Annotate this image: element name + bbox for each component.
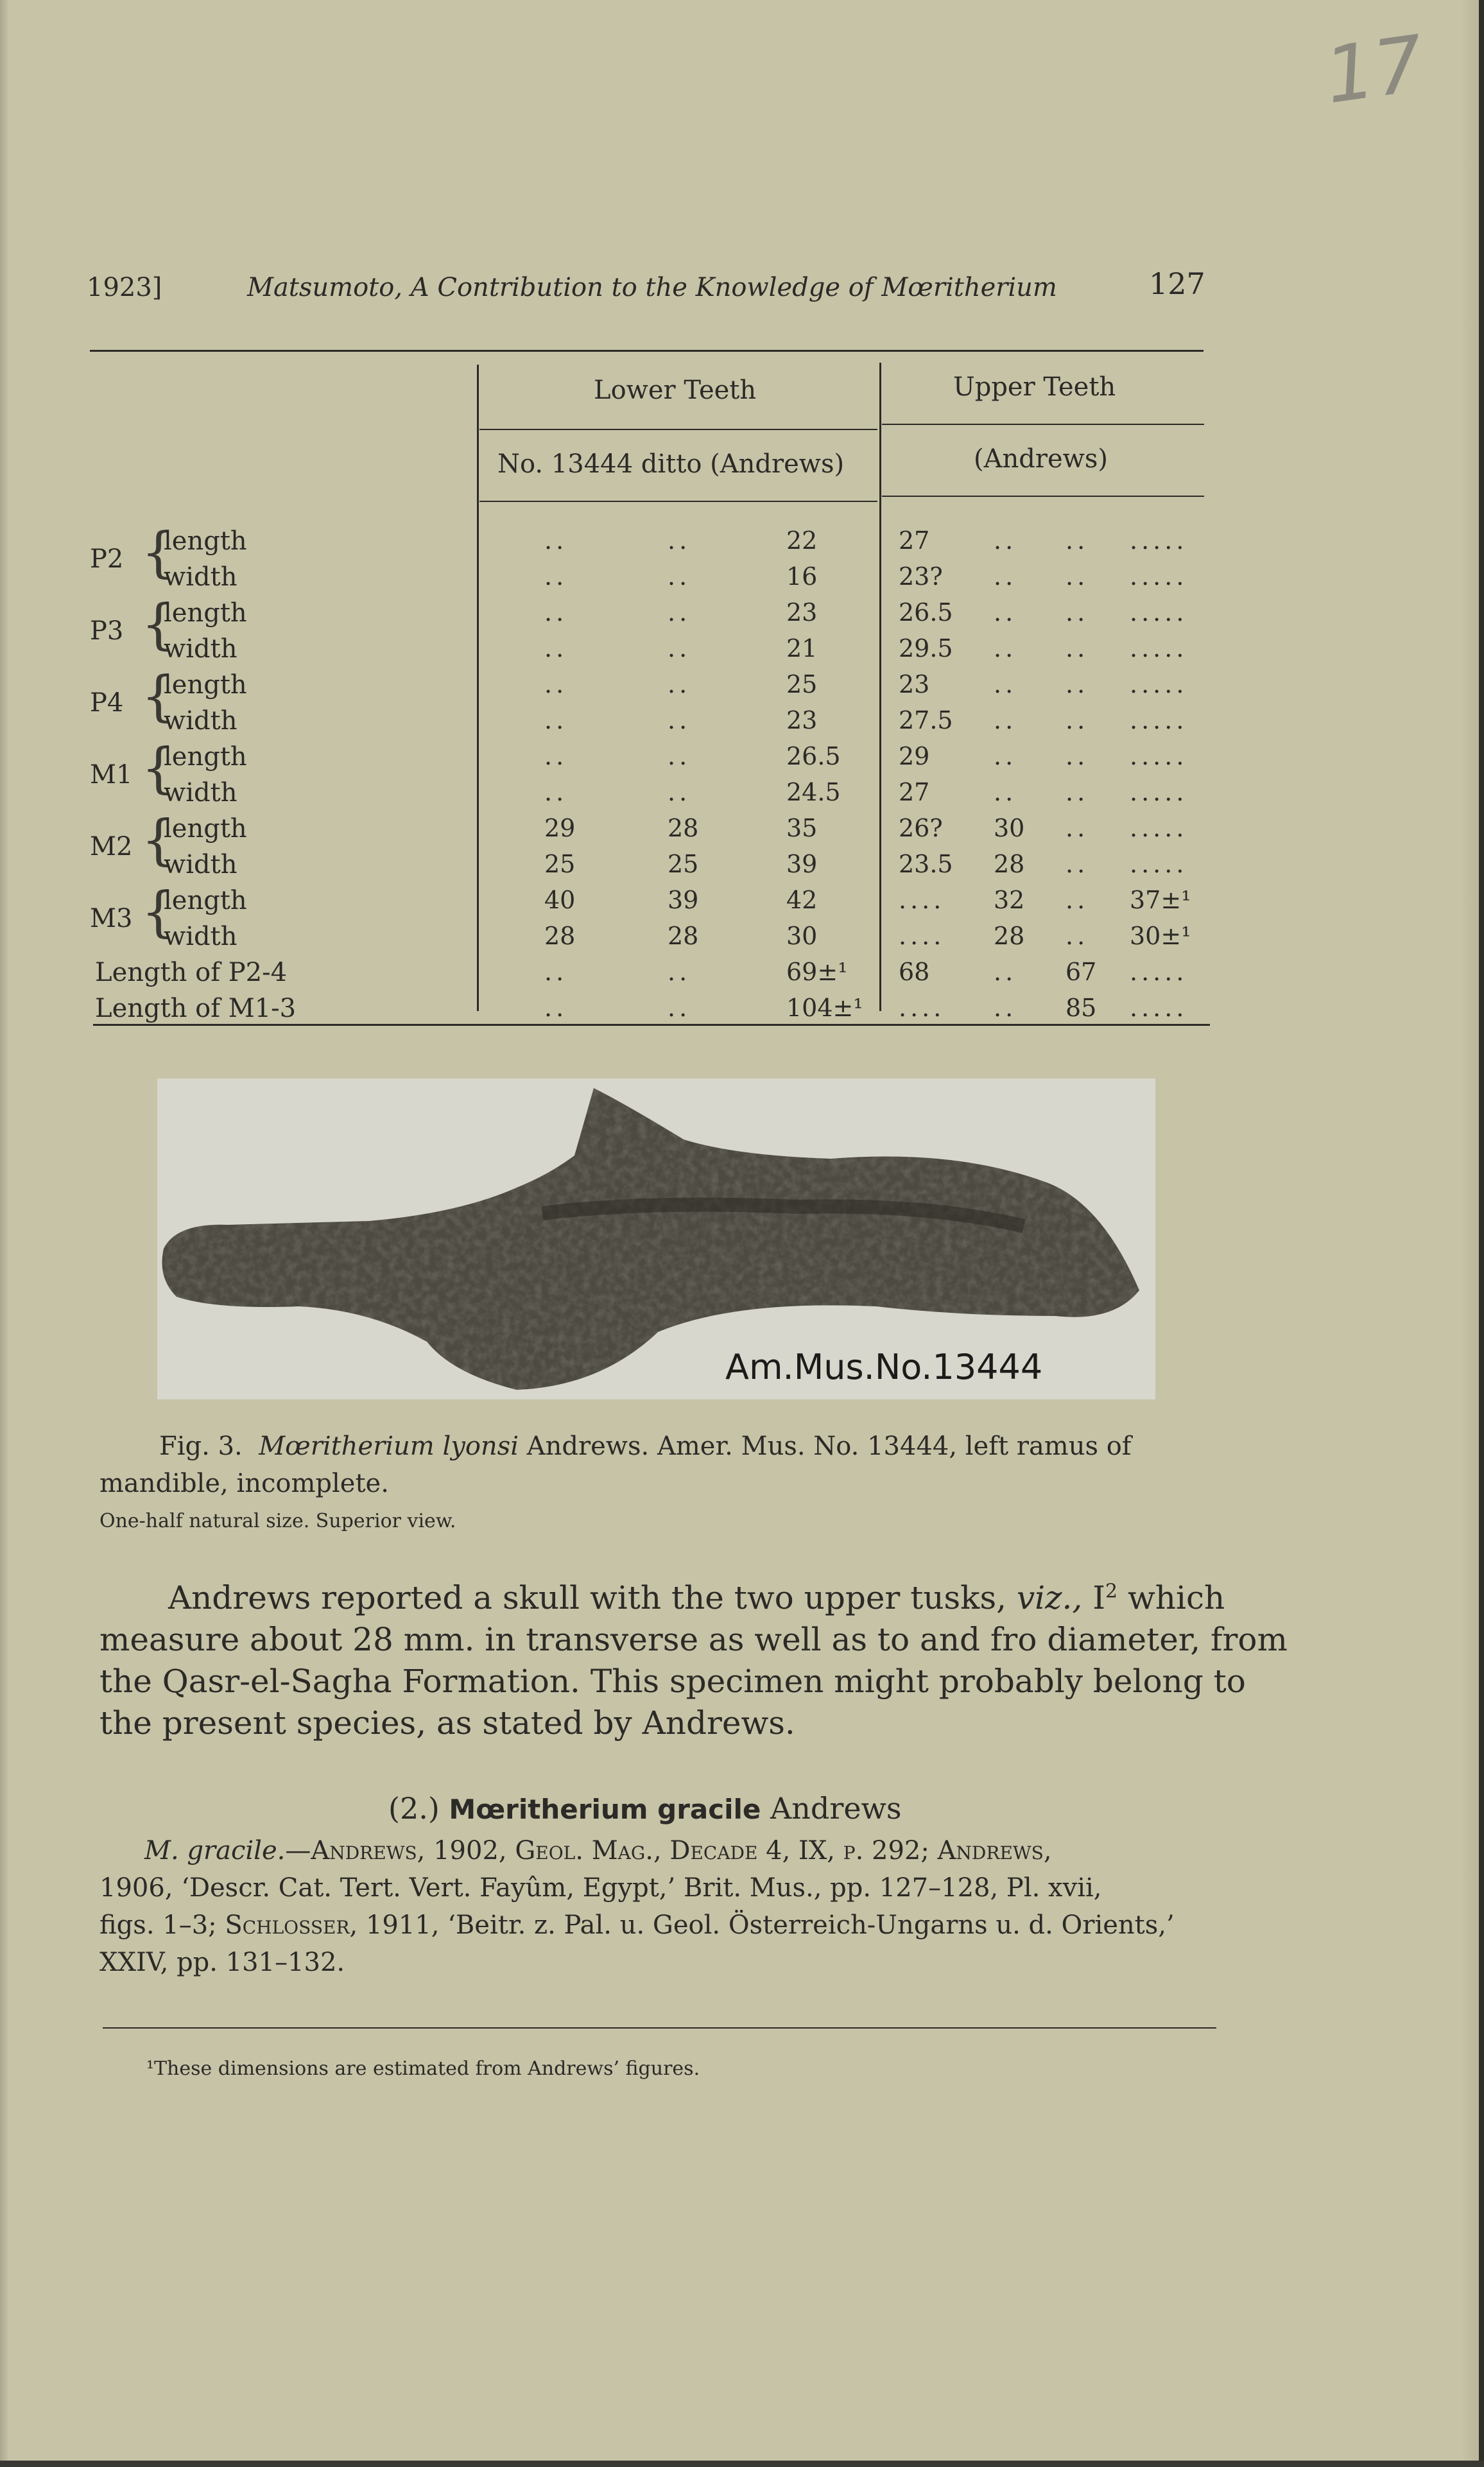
lower-cell: .. bbox=[668, 598, 691, 627]
upper-cell: 23.5 bbox=[899, 850, 953, 878]
body-line-4: the present species, as stated by Andrews. bbox=[99, 1704, 795, 1742]
upper-cell: .. bbox=[994, 706, 1017, 734]
section-number: (2.) bbox=[388, 1791, 440, 1826]
upper-cell: .. bbox=[994, 670, 1017, 698]
body-line-1-text: Andrews reported a skull with the two upper tusks, bbox=[168, 1579, 1007, 1616]
caption-number: Fig. 3. bbox=[159, 1432, 243, 1461]
row-label: length bbox=[164, 670, 247, 700]
page-number: 127 bbox=[1149, 266, 1205, 301]
lower-cell: .. bbox=[544, 562, 568, 591]
ref-line-1-text: —Andrews, 1902, Geol. Mag., Decade 4, IX, p. 292; bbox=[285, 1836, 929, 1865]
photo-label: Am.Mus.No.13444 bbox=[725, 1347, 1043, 1387]
upper-cell: ..... bbox=[1130, 994, 1188, 1022]
page-shade-right bbox=[1461, 0, 1479, 2467]
footnote: ¹These dimensions are estimated from Andrews’ figures. bbox=[146, 2057, 700, 2080]
upper-cell: .. bbox=[994, 958, 1017, 986]
lower-cell: .. bbox=[544, 670, 568, 698]
header-lower-teeth: Lower Teeth bbox=[594, 376, 757, 405]
lower-cell: 39 bbox=[786, 850, 818, 878]
lower-cell: .. bbox=[668, 526, 691, 555]
lower-cell: 24.5 bbox=[786, 778, 841, 806]
lower-cell: .. bbox=[544, 958, 568, 986]
upper-cell: .. bbox=[1066, 850, 1089, 878]
header-upper-teeth: Upper Teeth bbox=[953, 372, 1116, 402]
lower-cell: 28 bbox=[544, 922, 576, 950]
table-vrule-mid bbox=[879, 363, 881, 1011]
upper-cell: .. bbox=[1066, 922, 1089, 950]
table-vrule-left bbox=[477, 365, 479, 1011]
upper-cell: .. bbox=[1066, 814, 1089, 842]
caption-text: Andrews. Amer. Mus. No. 13444, left ramus of bbox=[526, 1432, 1132, 1461]
row-label: width bbox=[164, 850, 237, 879]
upper-cell: .. bbox=[1066, 742, 1089, 770]
lower-cell: 29 bbox=[544, 814, 576, 842]
lower-cell: .. bbox=[544, 994, 568, 1022]
tooth-label-p3: P3 bbox=[90, 616, 124, 646]
pen-mark: 17 bbox=[1320, 19, 1429, 121]
lower-cell: 22 bbox=[786, 526, 818, 555]
lower-cell: .. bbox=[668, 634, 691, 662]
subheader-upper: (Andrews) bbox=[974, 444, 1109, 474]
lower-cell: .. bbox=[544, 526, 568, 555]
lower-cell: 39 bbox=[668, 886, 699, 914]
lower-cell: 21 bbox=[786, 634, 818, 662]
lower-cell: 35 bbox=[786, 814, 818, 842]
upper-cell: 67 bbox=[1066, 958, 1097, 986]
upper-cell: 28 bbox=[994, 850, 1025, 878]
lower-header-rule bbox=[479, 429, 877, 430]
caption-small: One-half natural size. Superior view. bbox=[99, 1510, 456, 1532]
body-line-3: the Qasr-el-Sagha Formation. This specimen might probably belong to bbox=[99, 1663, 1246, 1700]
lower-cell: .. bbox=[668, 670, 691, 698]
running-title: Matsumoto, A Contribution to the Knowledge of Mœritherium bbox=[247, 273, 1057, 302]
upper-cell: 30 bbox=[994, 814, 1025, 842]
ref-taxon: M. gracile. bbox=[144, 1836, 286, 1865]
upper-cell: 27.5 bbox=[899, 706, 953, 734]
upper-header-rule bbox=[882, 424, 1204, 425]
lower-cell: 69±¹ bbox=[786, 958, 848, 986]
upper-cell: ..... bbox=[1130, 634, 1188, 662]
row-label: Length of P2-4 bbox=[95, 958, 288, 987]
section-taxon: Mœritherium gracile bbox=[449, 1794, 761, 1825]
lower-cell: .. bbox=[668, 742, 691, 770]
tooth-label-m2: M2 bbox=[90, 832, 133, 861]
upper-cell: 23? bbox=[899, 562, 943, 591]
upper-cell: ..... bbox=[1130, 670, 1188, 698]
body-line-2: measure about 28 mm. in transverse as well as to and fro diameter, from bbox=[99, 1621, 1288, 1658]
upper-cell: 27 bbox=[899, 526, 930, 555]
ref-line-3 bbox=[99, 1910, 1175, 1940]
body-tooth: I bbox=[1092, 1579, 1105, 1616]
upper-cell: .... bbox=[899, 994, 945, 1022]
specimen-photo bbox=[157, 1078, 1155, 1399]
lower-cell: 25 bbox=[668, 850, 699, 878]
lower-cell: 42 bbox=[786, 886, 818, 914]
lower-cell: .. bbox=[544, 634, 568, 662]
ref-author-2: Andrews, bbox=[937, 1836, 1052, 1865]
upper-cell: .. bbox=[1066, 706, 1089, 734]
upper-cell: .. bbox=[1066, 562, 1089, 591]
upper-cell: ..... bbox=[1130, 742, 1188, 770]
row-label: width bbox=[164, 778, 237, 808]
upper-cell: 23 bbox=[899, 670, 930, 698]
lower-subheader-rule bbox=[479, 501, 877, 502]
upper-cell: ..... bbox=[1130, 598, 1188, 627]
caption-line-2: mandible, incomplete. bbox=[99, 1469, 389, 1498]
upper-cell: 68 bbox=[899, 958, 930, 986]
tooth-label-p2: P2 bbox=[90, 544, 124, 574]
upper-subheader-rule bbox=[882, 496, 1204, 497]
lower-cell: 23 bbox=[786, 706, 818, 734]
upper-cell: 29 bbox=[899, 742, 930, 770]
upper-cell: ..... bbox=[1130, 562, 1188, 591]
brace-p3: { bbox=[141, 593, 176, 655]
row-label: length bbox=[164, 598, 247, 628]
brace-p4: { bbox=[141, 664, 176, 727]
body-line-1-end: which bbox=[1127, 1579, 1225, 1616]
row-label: width bbox=[164, 706, 237, 736]
lower-cell: .. bbox=[544, 598, 568, 627]
page-edge-right bbox=[1479, 0, 1484, 2467]
upper-cell: 27 bbox=[899, 778, 930, 806]
lower-cell: .. bbox=[544, 742, 568, 770]
subheader-lower: No. 13444 ditto (Andrews) bbox=[497, 449, 845, 479]
upper-cell: .. bbox=[1066, 598, 1089, 627]
header-year: 1923] bbox=[87, 273, 162, 302]
table-bottom-rule bbox=[93, 1024, 1210, 1026]
upper-cell: .. bbox=[1066, 778, 1089, 806]
ref-line-3-text: 1911, ‘Beitr. z. Pal. u. Geol. Österreich-Ungarns u. d. Orients,’ bbox=[365, 1910, 1175, 1940]
upper-cell: .. bbox=[994, 598, 1017, 627]
row-label: Length of M1-3 bbox=[95, 994, 297, 1023]
lower-cell: .. bbox=[668, 562, 691, 591]
upper-cell: .. bbox=[994, 994, 1017, 1022]
row-label: width bbox=[164, 562, 237, 592]
ref-line-4: XXIV, pp. 131–132. bbox=[99, 1948, 345, 1977]
ref-line-2-text: 1906, ‘Descr. Cat. Tert. Vert. Fayûm, Egypt,’ Brit. Mus., pp. 127–128, Pl. xvii, bbox=[99, 1873, 1102, 1903]
upper-cell: 30±¹ bbox=[1130, 922, 1191, 950]
tooth-label-m3: M3 bbox=[90, 904, 133, 933]
section-heading bbox=[388, 1791, 902, 1826]
upper-cell: .... bbox=[899, 922, 945, 950]
upper-cell: .. bbox=[1066, 670, 1089, 698]
lower-cell: .. bbox=[544, 778, 568, 806]
upper-cell: .. bbox=[994, 562, 1017, 591]
row-label: length bbox=[164, 526, 247, 556]
upper-cell: .. bbox=[1066, 526, 1089, 555]
upper-cell: .. bbox=[994, 526, 1017, 555]
tooth-label-p4: P4 bbox=[90, 688, 124, 718]
lower-cell: 16 bbox=[786, 562, 818, 591]
upper-cell: 37±¹ bbox=[1130, 886, 1191, 914]
upper-cell: .. bbox=[1066, 886, 1089, 914]
brace-m2: { bbox=[141, 808, 176, 871]
upper-cell: ..... bbox=[1130, 958, 1188, 986]
lower-cell: .. bbox=[544, 706, 568, 734]
page-edge-left bbox=[0, 0, 9, 2467]
footnote-rule bbox=[103, 2027, 1216, 2029]
row-label: length bbox=[164, 814, 247, 844]
body-line-1 bbox=[168, 1579, 1225, 1616]
upper-cell: ..... bbox=[1130, 850, 1188, 878]
body-tooth-sup: 2 bbox=[1105, 1580, 1118, 1603]
upper-cell: .. bbox=[1066, 634, 1089, 662]
lower-cell: 25 bbox=[544, 850, 576, 878]
brace-m1: { bbox=[141, 736, 176, 799]
lower-cell: 30 bbox=[786, 922, 818, 950]
section-author: Andrews bbox=[770, 1791, 902, 1826]
lower-cell: .. bbox=[668, 958, 691, 986]
upper-cell: 26.5 bbox=[899, 598, 953, 627]
page-edge-bottom bbox=[0, 2461, 1484, 2467]
lower-cell: 40 bbox=[544, 886, 576, 914]
figure-caption bbox=[159, 1432, 1132, 1461]
ref-line-3-start: figs. 1–3; bbox=[99, 1910, 217, 1940]
upper-cell: 26? bbox=[899, 814, 943, 842]
lower-cell: 23 bbox=[786, 598, 818, 627]
ref-line-2 bbox=[99, 1873, 1102, 1903]
upper-cell: .. bbox=[994, 742, 1017, 770]
lower-cell: 25 bbox=[786, 670, 818, 698]
upper-cell: ..... bbox=[1130, 706, 1188, 734]
upper-cell: ..... bbox=[1130, 778, 1188, 806]
upper-cell: .. bbox=[994, 634, 1017, 662]
lower-cell: .. bbox=[668, 706, 691, 734]
upper-cell: 85 bbox=[1066, 994, 1097, 1022]
row-label: width bbox=[164, 634, 237, 664]
table-top-rule bbox=[90, 350, 1204, 352]
upper-cell: ..... bbox=[1130, 526, 1188, 555]
lower-cell: .. bbox=[668, 778, 691, 806]
upper-cell: 32 bbox=[994, 886, 1025, 914]
tooth-label-m1: M1 bbox=[90, 760, 133, 790]
lower-cell: 28 bbox=[668, 814, 699, 842]
brace-p2: { bbox=[141, 521, 176, 584]
brace-m3: { bbox=[141, 880, 176, 943]
lower-cell: .. bbox=[668, 994, 691, 1022]
upper-cell: 28 bbox=[994, 922, 1025, 950]
row-label: length bbox=[164, 742, 247, 772]
upper-cell: 29.5 bbox=[899, 634, 953, 662]
ref-line-1 bbox=[144, 1836, 1052, 1865]
ref-author-3: Schlosser, bbox=[225, 1910, 358, 1940]
lower-cell: 26.5 bbox=[786, 742, 841, 770]
row-label: width bbox=[164, 922, 237, 951]
body-viz: viz., bbox=[1016, 1579, 1083, 1616]
row-label: length bbox=[164, 886, 247, 915]
upper-cell: ..... bbox=[1130, 814, 1188, 842]
lower-cell: 104±¹ bbox=[786, 994, 863, 1022]
upper-cell: .. bbox=[994, 778, 1017, 806]
upper-cell: .... bbox=[899, 886, 945, 914]
lower-cell: 28 bbox=[668, 922, 699, 950]
caption-taxon: Mœritherium lyonsi bbox=[259, 1432, 519, 1461]
